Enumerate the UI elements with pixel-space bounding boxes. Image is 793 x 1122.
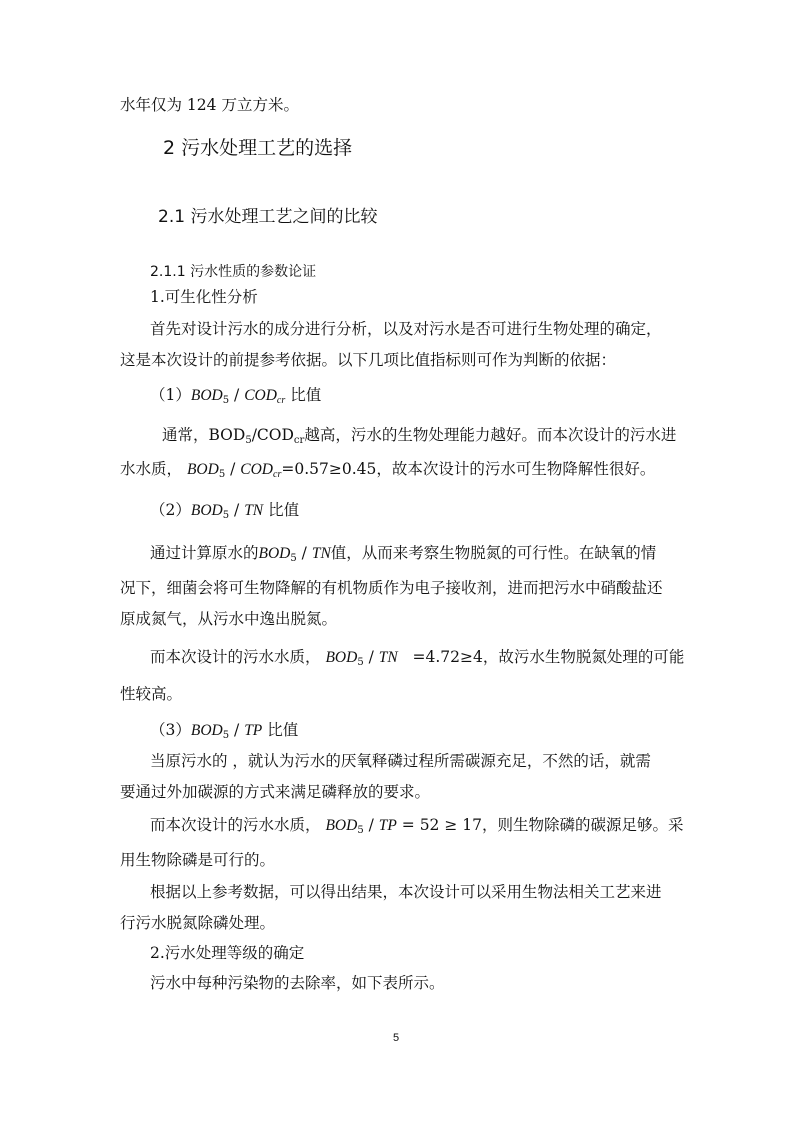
item-heading-biodegradability: 1.可生化性分析	[150, 288, 258, 306]
paragraph-line: 性较高。	[120, 685, 183, 703]
subsection-heading: 2.1.1 污水性质的参数论证	[150, 264, 317, 280]
paragraph-line: 水水质， $BOD_5 / COD_{cr}=0.57\ge 0.45$，故本次设计的污水可生物降解性很好。	[120, 460, 656, 480]
paragraph-line: 污水中每种污染物的去除率，如下表所示。	[150, 974, 445, 992]
paragraph-line: 而本次设计的污水水质， $BOD_5$ / TN =4.72≥4，故污水生物脱氮处理的可能	[150, 648, 685, 668]
paragraph-line: 而本次设计的污水水质， $BOD_5$ / TP = 52 ≥ 17，则生物除磷的碳源足够。采	[150, 816, 684, 836]
paragraph-line: 这是本次设计的前提参考依据。以下几项比值指标则可作为判断的依据：	[120, 351, 617, 369]
item-number: （3）	[150, 721, 191, 739]
paragraph-line: 要通过外加碳源的方式来满足磷释放的要求。	[120, 783, 431, 801]
paragraph-line: 根据以上参考数据，可以得出结果，本次设计可以采用生物法相关工艺来进	[150, 883, 662, 901]
page-number: 5	[393, 1032, 400, 1044]
section-heading: 2.1 污水处理工艺之间的比较	[158, 207, 378, 227]
item-bod-cod: $(1)BOD_5 / COD_{cr}$ 比值	[150, 386, 322, 406]
item-heading-treatment-level: 2.污水处理等级的确定	[150, 944, 305, 962]
item-number: （1）	[150, 386, 191, 404]
item-bod-tn: $(2)BOD_5$ / TN 比值	[150, 501, 300, 521]
paragraph-line: 行污水脱氮除磷处理。	[120, 914, 276, 932]
paragraph-line: 通常，$BOD_5/COD_{cr}$越高，污水的生物处理能力越好。而本次设计的污水进	[162, 426, 677, 446]
paragraph-line: 首先对设计污水的成分进行分析，以及对污水是否可进行生物处理的确定，	[150, 320, 662, 338]
item-bod-tp: $(3)BOD_5$ / TP 比值	[150, 721, 299, 741]
paragraph-line: 通过计算原水的$BOD_5$ / TN值，从而来考察生物脱氮的可行性。在缺氧的情	[150, 544, 657, 564]
text-line: 水年仅为 124 万立方米。	[120, 96, 299, 114]
item-number: （2）	[150, 501, 191, 519]
paragraph-line: 原成氮气，从污水中逸出脱氮。	[120, 610, 338, 628]
paragraph-line: 当原污水的 ，就认为污水的厌氧释磷过程所需碳源充足，不然的话，就需	[150, 752, 651, 770]
paragraph-line: 用生物除磷是可行的。	[120, 851, 276, 869]
chapter-heading: 2 污水处理工艺的选择	[163, 137, 353, 159]
paragraph-line: 况下，细菌会将可生物降解的有机物质作为电子接收剂，进而把污水中硝酸盐还	[120, 579, 663, 597]
